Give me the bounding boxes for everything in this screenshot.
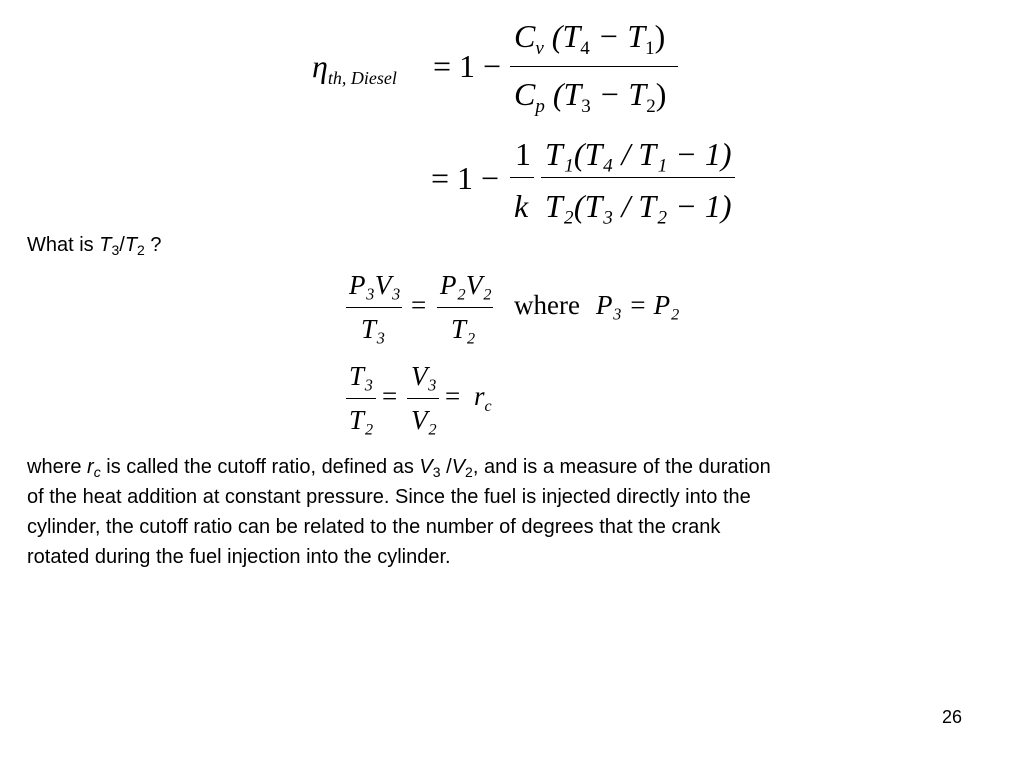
eq4-num-left: T₃ (349, 361, 374, 391)
eq4-num-right: V₃ (411, 361, 437, 391)
eq4-den-left: T₂ (349, 405, 374, 435)
eq3-num-left: P₃V₃ (349, 270, 401, 300)
eq3-den-right: T₂ (451, 314, 476, 344)
k-denominator: k (514, 188, 529, 224)
eq3-equals: = (411, 290, 427, 320)
explanation-paragraph (27, 452, 997, 572)
paragraph-line-3: cylinder, the cutoff ratio can be related to the number of degrees that the crank (27, 516, 721, 538)
eq2-numerator: T₁(T₄ / T₁ − 1) (545, 136, 732, 172)
eq4-equals-2: = (445, 381, 461, 411)
eq2-fraction-bar (541, 177, 735, 178)
eq1-fraction-bar (510, 66, 678, 67)
question-text: What is (27, 234, 94, 256)
paragraph-line-2: of the heat addition at constant pressure. Since the fuel is injected directly into the (27, 486, 751, 508)
eq2-denominator: T₂(T₃ / T₂ − 1) (545, 188, 732, 224)
equals-one-minus: = 1 − (433, 48, 502, 84)
slide-number: 26 (941, 707, 962, 727)
eta-symbol: $\eta_{th, Diesel}$ (312, 48, 397, 88)
eq4-equals-1: = (382, 381, 398, 411)
question-line: What is $T_3/T_2$ ? (27, 234, 162, 258)
eq1-denominator: $C_p$ $(T_3 - T_2)$ (514, 76, 667, 117)
eq3-den-left: T₃ (361, 314, 386, 344)
one-over-k-bar (510, 177, 534, 178)
eq1-numerator: $C_v$ $(T_4 - T_1)$ (514, 18, 666, 59)
eq4-bar-right (407, 398, 439, 399)
equals-one-minus-2: = 1 − (431, 160, 500, 196)
eq4-den-right: V₂ (411, 405, 437, 435)
eq3-condition: P₃ = P₂ (596, 290, 680, 320)
paragraph-line-1: where $r_c$ is called the cutoff ratio, defined as $V_3$ $/V_2$, and is a measure of the duration (27, 456, 771, 480)
eq3-num-right: P₂V₂ (440, 270, 492, 300)
eq4-rc: $r_c$ (474, 381, 492, 415)
one-numerator: 1 (515, 136, 531, 172)
eq3-where: where (514, 290, 580, 320)
eq3-bar-right (437, 307, 493, 308)
eq3-bar-left (346, 307, 402, 308)
eq4-bar-left (346, 398, 376, 399)
paragraph-line-4: rotated during the fuel injection into the cylinder. (27, 546, 451, 568)
